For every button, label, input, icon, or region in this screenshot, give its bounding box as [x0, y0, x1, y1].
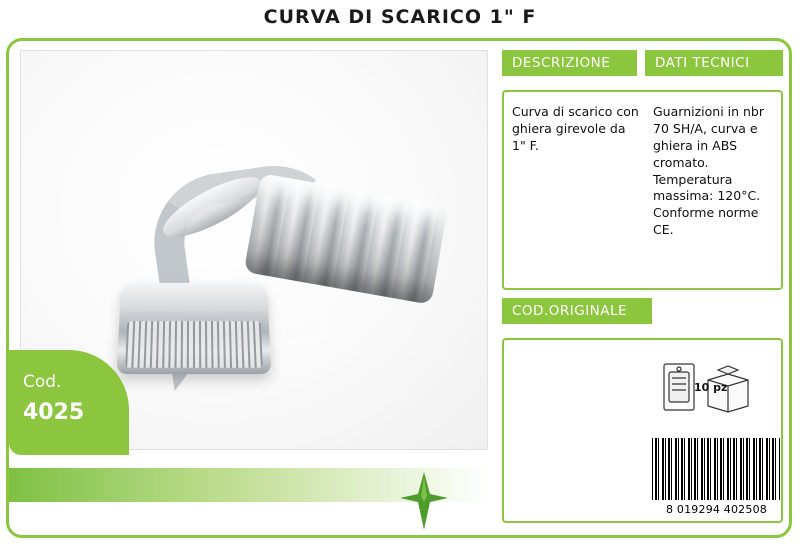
description-text: Curva di scarico con ghiera girevole da 1" F.	[512, 104, 639, 153]
barcode-number: 8 019294 402508	[666, 503, 767, 516]
section-header-original-code: COD.ORIGINALE	[502, 298, 652, 324]
product-code-value: 4025	[23, 400, 85, 425]
blister-pack-icon	[664, 364, 694, 410]
swivel-nut-shape	[117, 283, 272, 374]
chrome-elbow-fitting-graphic	[81, 131, 441, 411]
star-logo-icon	[400, 472, 448, 530]
nut-knurling	[125, 321, 263, 368]
technical-text: Guarnizioni in nbr 70 SH/A, curva e ghiera in ABS cromato. Temperatura massima: 120°C. Conforme norme CE.	[653, 104, 764, 238]
packaging-quantity-label: 10 pz	[694, 381, 728, 394]
page-title: CURVA DI SCARICO 1" F	[263, 6, 537, 28]
section-header-technical: DATI TECNICI	[645, 50, 783, 76]
barcode-image	[652, 438, 780, 500]
section-header-description: DESCRIZIONE	[502, 50, 637, 76]
product-code-label: Cod.	[23, 372, 62, 392]
